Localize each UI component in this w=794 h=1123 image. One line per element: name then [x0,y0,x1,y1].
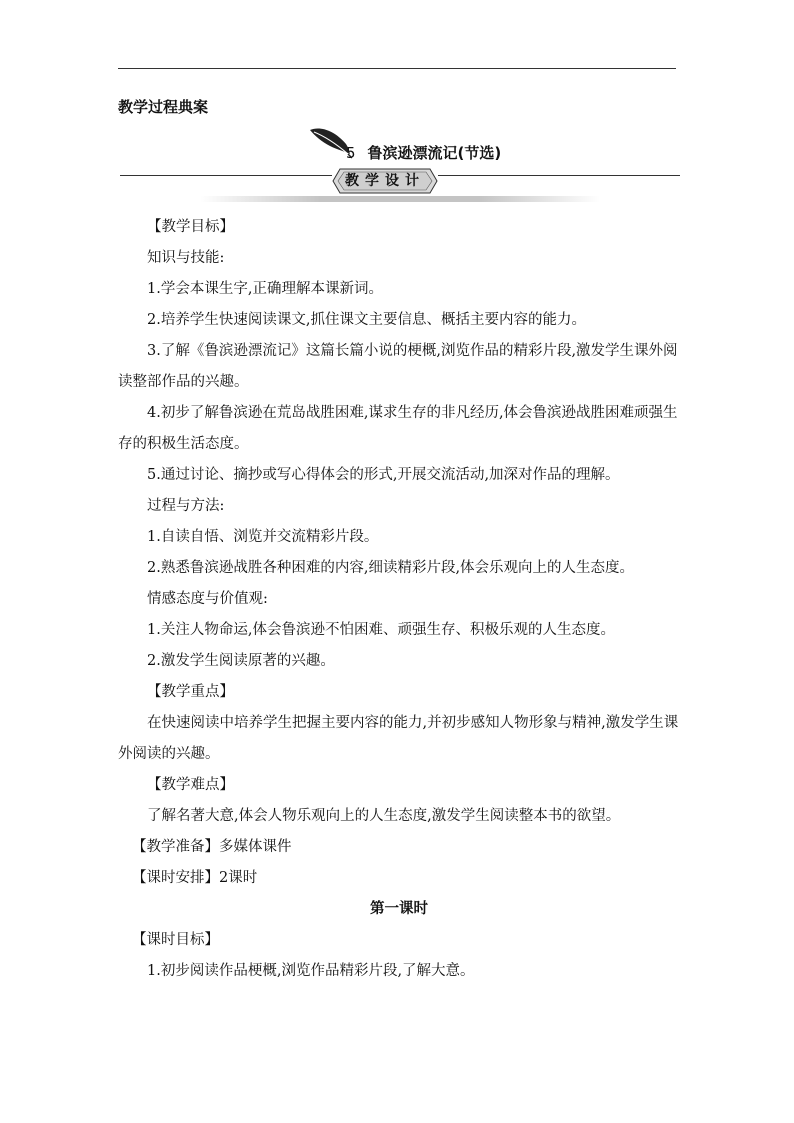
lesson-number: 5 [346,144,356,162]
body-paragraph: 5.通过讨论、摘抄或写心得体会的形式,开展交流活动,加深对作品的理解。 [147,467,620,483]
banner-shadow [200,196,600,202]
section-heading: 教学过程典案 [118,98,209,116]
body-paragraph: 【教学重点】 [147,684,234,700]
banner-label: 教学设计 [345,173,425,189]
body-paragraph: 1.学会本课生字,正确理解本课新词。 [147,281,383,297]
lesson-title [346,142,501,163]
body-paragraph: 【教学目标】 [147,219,234,235]
body-paragraph: 在快速阅读中培养学生把握主要内容的能力,并初步感知人物形象与精神,激发学生课外阅读的兴趣。 [118,715,679,762]
lesson-title-text: 鲁滨逊漂流记(节选) [367,144,502,162]
lesson-plan-body [118,212,680,987]
body-paragraph: 知识与技能: [147,250,225,266]
body-paragraph: 【课时安排】2课时 [132,870,258,886]
lesson-title-row [308,124,608,164]
banner-rule-left [120,175,332,176]
section-banner [332,168,438,194]
body-paragraph: 【教学难点】 [147,777,234,793]
body-paragraph: 3.了解《鲁滨逊漂流记》这篇长篇小说的梗概,浏览作品的精彩片段,激发学生课外阅读整部作品的兴趣。 [118,343,678,390]
body-paragraph: 1.自读自悟、浏览并交流精彩片段。 [147,529,379,545]
top-rule [118,68,676,69]
body-paragraph: 情感态度与价值观: [147,591,268,607]
body-paragraph: 1.关注人物命运,体会鲁滨逊不怕困难、顽强生存、积极乐观的人生态度。 [147,622,615,638]
body-paragraph: 2.熟悉鲁滨逊战胜各种困难的内容,细读精彩片段,体会乐观向上的人生态度。 [147,560,635,576]
body-paragraph: 2.激发学生阅读原著的兴趣。 [147,653,335,669]
body-paragraph: 【课时目标】 [132,932,219,948]
body-paragraph: 了解名著大意,体会人物乐观向上的人生态度,激发学生阅读整本书的欲望。 [147,808,621,824]
body-paragraph: 【教学准备】多媒体课件 [132,839,292,855]
body-paragraph: 过程与方法: [147,498,225,514]
lesson-period-heading: 第一课时 [370,901,428,917]
banner-rule-right [438,175,680,176]
body-paragraph: 4.初步了解鲁滨逊在荒岛战胜困难,谋求生存的非凡经历,体会鲁滨逊战胜困难顽强生存的积极生活态度。 [118,405,678,452]
body-paragraph: 1.初步阅读作品梗概,浏览作品精彩片段,了解大意。 [147,963,475,979]
body-paragraph: 2.培养学生快速阅读课文,抓住课文主要信息、概括主要内容的能力。 [147,312,586,328]
